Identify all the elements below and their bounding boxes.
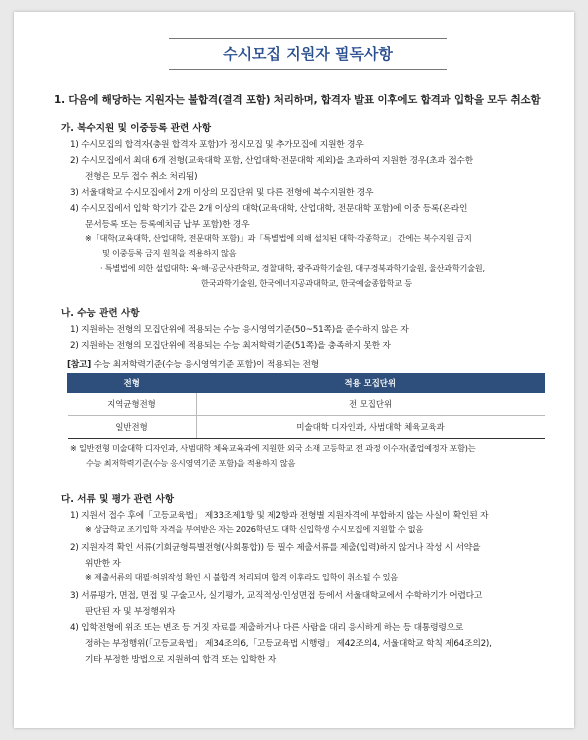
table-row <box>68 416 545 439</box>
title-bottom-rule <box>169 69 447 70</box>
da-item-3-cont: 판단된 자 및 부정행위자 <box>85 607 176 617</box>
table-header-type: 전형 <box>68 374 197 393</box>
section-na-heading: 나. 수능 관련 사항 <box>61 308 140 319</box>
ga-item-2-cont: 전형은 모두 접수 취소 처리됨) <box>85 172 198 182</box>
table-row <box>68 393 545 416</box>
reference-note-cont: 수능 최저학력기준(수능 응시영역기준 포함)을 적용하지 않음 <box>86 458 296 468</box>
section-1-heading: 1. 다음에 해당하는 지원자는 불합격(결격 포함) 처리하며, 합격자 발표 이후에도 합격과 입학을 모두 취소함 <box>54 94 541 106</box>
da-item-1-note: ※ 상급학교 조기입학 자격을 부여받은 자는 2026학년도 대학 신입학생 수시모집에 지원할 수 없음 <box>85 524 424 534</box>
ga-item-4: 4) 수시모집에서 입학 학기가 같은 2개 이상의 대학(교육대학, 산업대학, 전문대학 포함)에 이중 등록(온라인 <box>70 204 468 214</box>
ga-item-2: 2) 수시모집에서 최대 6개 전형(교육대학 포함, 산업대학·전문대학 제외)을 초과하여 지원한 경우(초과 접수한 <box>70 156 473 166</box>
reference-label: [참고] <box>67 360 92 370</box>
da-item-2-cont: 위반한 자 <box>85 559 121 569</box>
ga-item-1: 1) 수시모집의 합격자(충원 합격자 포함)가 정시모집 및 추가모집에 지원한 경우 <box>70 140 364 150</box>
da-item-4-cont: 정하는 부정행위(「고등교육법」 제34조의6,「고등교육법 시행령」 제42조의4, 서울대학교 학칙 제64조의2), <box>85 639 492 649</box>
da-item-4-cont-2: 기타 부정한 방법으로 지원하여 합격 또는 입학한 자 <box>85 655 277 665</box>
na-item-2: 2) 지원하는 전형의 모집단위에 적용되는 수능 최저학력기준(51쪽)을 충족하지 못한 자 <box>70 341 391 351</box>
table-header-row <box>68 374 545 393</box>
da-item-1: 1) 지원서 접수 후에「고등교육법」 제33조제1항 및 제2항과 전형별 지원자격에 부합하지 않는 사실이 확인된 자 <box>70 511 489 521</box>
section-ga-heading: 가. 복수지원 및 이중등록 관련 사항 <box>61 123 212 134</box>
title-top-rule <box>169 38 447 39</box>
da-item-2-note: ※ 제출서류의 대필·허위작성 확인 시 불합격 처리되며 합격 이후라도 입학이 취소될 수 있음 <box>85 572 398 582</box>
table-cell-units: 미술대학 디자인과, 사범대학 체육교육과 <box>196 416 545 439</box>
ga-note-1-cont: 및 이중등록 금지 원칙을 적용하지 않음 <box>102 248 237 258</box>
da-item-2: 2) 지원자격 확인 서류(기회균형특별전형(사회통합)) 등 필수 제출서류를 제출(입력)하지 않거나 작성 시 서약을 <box>70 543 481 553</box>
table-cell-type: 일반전형 <box>68 416 197 439</box>
table-cell-type: 지역균형전형 <box>68 393 197 416</box>
na-item-1: 1) 지원하는 전형의 모집단위에 적용되는 수능 응시영역기준(50~51쪽)을 준수하지 않은 자 <box>70 325 409 335</box>
title-block <box>169 38 447 70</box>
reference-caption <box>67 357 319 370</box>
da-item-3: 3) 서류평가, 면접, 면접 및 구술고사, 실기평가, 교직적성·인성면접 등에서 서울대학교에서 수학하기가 어렵다고 <box>70 591 483 601</box>
ga-item-3: 3) 서울대학교 수시모집에서 2개 이상의 모집단위 및 다른 전형에 복수지원한 경우 <box>70 188 374 198</box>
page-title: 수시모집 지원자 필독사항 <box>223 45 393 63</box>
reference-note: ※ 일반전형 미술대학 디자인과, 사범대학 체육교육과에 지원한 외국 소재 고등학교 전 과정 이수자(졸업예정자 포함)는 <box>70 443 476 453</box>
reference-text: 수능 최저학력기준(수능 응시영역기준 포함)이 적용되는 전형 <box>91 360 319 370</box>
ga-item-4-cont: 문서등록 또는 등록예치금 납부 포함)한 경우 <box>85 220 250 230</box>
reference-table <box>67 373 545 439</box>
section-da-heading: 다. 서류 및 평가 관련 사항 <box>61 494 175 505</box>
document-page <box>14 12 574 728</box>
da-item-4: 4) 입학전형에 위조 또는 변조 등 거짓 자료를 제출하거나 다른 사람을 대리 응시하게 하는 등 대통령령으로 <box>70 623 464 633</box>
table-cell-units: 전 모집단위 <box>196 393 545 416</box>
ga-note-2-cont: 한국과학기술원, 한국에너지공과대학교, 한국예술종합학교 등 <box>201 278 412 288</box>
ga-note-1: ※「대학(교육대학, 산업대학, 전문대학 포함)」과「특별법에 의해 설치된 대학·각종학교」 간에는 복수지원 금지 <box>85 233 472 243</box>
ga-note-2: · 특별법에 의한 설립대학: 육·해·공군사관학교, 경찰대학, 광주과학기술원, 대구경북과학기술원, 울산과학기술원, <box>100 263 485 273</box>
table-header-units: 적용 모집단위 <box>196 374 545 393</box>
